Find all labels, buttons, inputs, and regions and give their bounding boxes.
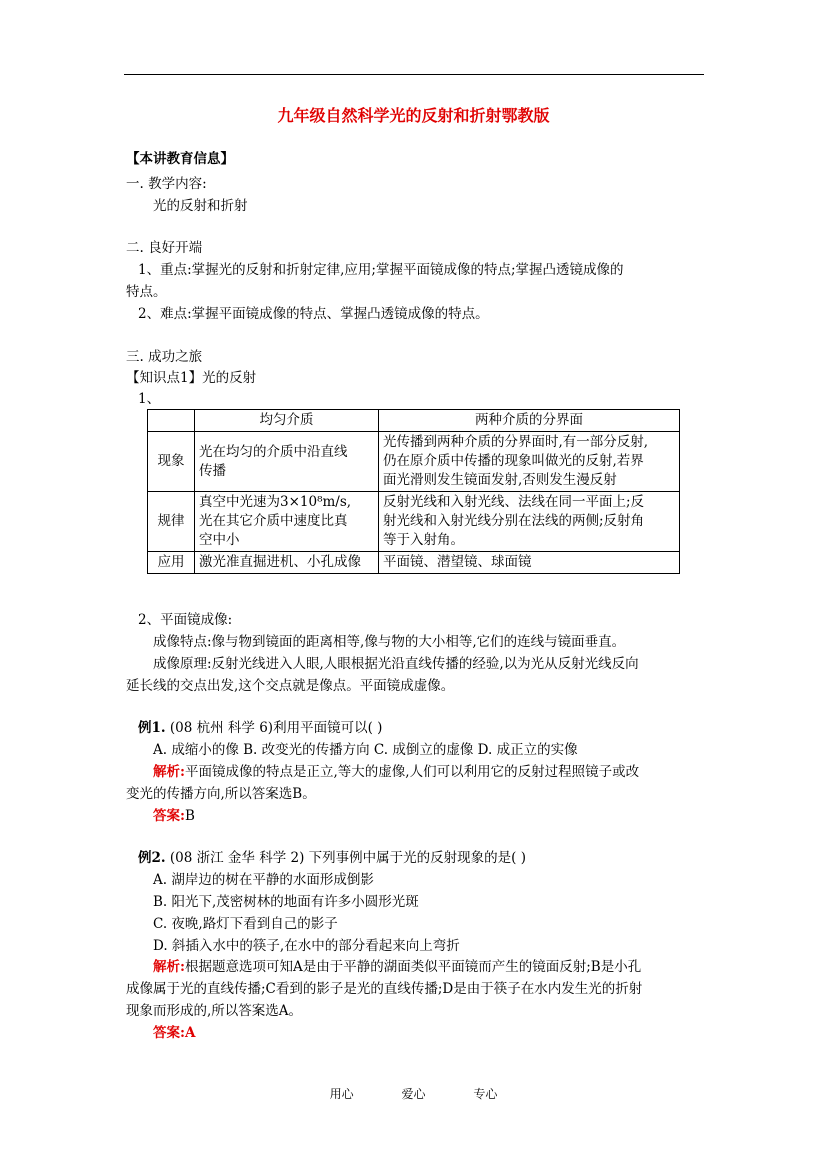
table-row-label: 应用 <box>148 552 195 574</box>
table-row <box>148 552 680 574</box>
cell-line: 光在其它介质中速度比真 <box>199 513 348 529</box>
example-2-answer <box>153 1024 195 1042</box>
table-header-row <box>148 410 680 432</box>
table-header-cell <box>148 410 195 432</box>
example-1-question: (08 杭州 科学 6)利用平面镜可以( ) <box>169 720 383 736</box>
example-1-analysis-line2: 变光的传播方向,所以答案选B。 <box>126 786 316 802</box>
cell-line: 传播 <box>199 462 226 479</box>
mirror-principle-line1: 成像原理:反射光线进入人眼,人眼根据光沿直线传播的经验,以为光从反射光线反向 <box>153 656 639 672</box>
table-cell <box>195 552 379 574</box>
example-2-option: D. 斜插入水中的筷子,在水中的部分看起来向上弯折 <box>153 938 460 954</box>
item-2-heading: 2、平面镜成像: <box>138 612 233 628</box>
example-2-question: (08 浙江 金华 科学 2) 下列事例中属于光的反射现象的是( ) <box>169 850 526 866</box>
cell-line: 真空中光速为3×10⁸m/s, <box>199 494 352 510</box>
cell-line: 面光滑则发生镜面发射,否则发生漫反射 <box>383 472 617 488</box>
cell-line: 仍在原介质中传播的现象叫做光的反射,若界 <box>383 453 644 469</box>
knowledge-table <box>147 409 680 574</box>
mirror-principle-line2: 延长线的交点出发,这个交点就是像点。平面镜成虚像。 <box>126 678 455 694</box>
table-cell <box>195 492 379 552</box>
table-cell <box>379 432 680 492</box>
answer-value: B <box>184 808 195 824</box>
example-1-answer <box>153 807 195 825</box>
answer-label: 答案: <box>153 1025 185 1041</box>
footer-item: 专心 <box>473 1087 498 1101</box>
analysis-label: 解析: <box>153 764 185 780</box>
answer-label: 答案: <box>153 808 185 824</box>
analysis-text: 平面镜成像的特点是正立,等大的虚像,人们可以利用它的反射过程照镜子或改 <box>184 764 640 780</box>
item-1-marker: 1、 <box>138 391 161 407</box>
table-cell <box>379 492 680 552</box>
analysis-label: 解析: <box>153 959 185 975</box>
mirror-feature: 成像特点:像与物到镜面的距离相等,像与物的大小相等,它们的连线与镜面垂直。 <box>153 634 626 650</box>
example-2-analysis-line2: 成像属于光的直线传播;C看到的影子是光的直线传播;D是由于筷子在水内发生光的折射 <box>126 981 643 997</box>
example-2-option: A. 湖岸边的树在平静的水面形成倒影 <box>153 872 374 888</box>
footer-item: 用心 <box>329 1087 354 1101</box>
table-header-cell: 均匀介质 <box>195 410 379 432</box>
example-1-stem <box>138 719 382 737</box>
cell-line: 反射光线和入射光线、法线在同一平面上;反 <box>383 494 645 510</box>
answer-value: A <box>184 1025 196 1041</box>
cell-line: 光传播到两种介质的分界面时,有一部分反射, <box>383 434 649 450</box>
cell-line: 平面镜、潜望镜、球面镜 <box>383 554 532 570</box>
example-2-option: B. 阳光下,茂密树林的地面有许多小圆形光斑 <box>153 894 419 910</box>
example-1-label: 例1. <box>138 720 166 736</box>
section-header: 【本讲教育信息】 <box>126 151 234 167</box>
example-2-analysis-line1 <box>153 958 641 976</box>
cell-line: 光在均匀的介质中沿直线 <box>199 443 348 460</box>
example-2-stem <box>138 849 526 867</box>
table-row <box>148 432 680 492</box>
s2-heading: 二. 良好开端 <box>126 240 203 256</box>
cell-line: 射光线和入射光线分别在法线的两侧;反射角 <box>383 513 645 529</box>
s2-p2: 2、难点:掌握平面镜成像的特点、掌握凸透镜成像的特点。 <box>138 306 489 322</box>
table-cell <box>195 432 379 492</box>
s2-p1-line1: 1、重点:掌握光的反射和折射定律,应用;掌握平面镜成像的特点;掌握凸透镜成像的 <box>138 262 624 278</box>
example-1-analysis-line1 <box>153 763 639 781</box>
table-cell <box>379 552 680 574</box>
table-row-label: 现象 <box>148 432 195 492</box>
footer-item: 爱心 <box>401 1087 426 1101</box>
table-row <box>148 492 680 552</box>
example-1-options: A. 成缩小的像 B. 改变光的传播方向 C. 成倒立的虚像 D. 成正立的实像 <box>153 742 578 758</box>
s2-p1-line2: 特点。 <box>126 284 167 300</box>
knowledge-point-1: 【知识点1】光的反射 <box>126 370 257 386</box>
example-2-analysis-line3: 现象而形成的,所以答案选A。 <box>126 1003 303 1019</box>
cell-line: 等于入射角。 <box>383 532 464 548</box>
analysis-text: 根据题意选项可知A是由于平静的湖面类似平面镜而产生的镜面反射;B是小孔 <box>184 959 642 975</box>
cell-line: 空中小 <box>199 532 240 548</box>
s1-content: 光的反射和折射 <box>153 198 248 214</box>
page-title: 九年级自然科学光的反射和折射鄂教版 <box>277 106 550 125</box>
header-rule <box>124 74 704 75</box>
page-footer <box>0 1085 827 1102</box>
example-2-option: C. 夜晚,路灯下看到自己的影子 <box>153 916 338 932</box>
cell-line: 激光准直掘进机、小孔成像 <box>199 554 361 570</box>
table-row-label: 规律 <box>148 492 195 552</box>
example-2-label: 例2. <box>138 850 166 866</box>
s1-heading: 一. 教学内容: <box>126 176 207 192</box>
table-header-cell: 两种介质的分界面 <box>379 410 680 432</box>
s3-heading: 三. 成功之旅 <box>126 349 203 365</box>
